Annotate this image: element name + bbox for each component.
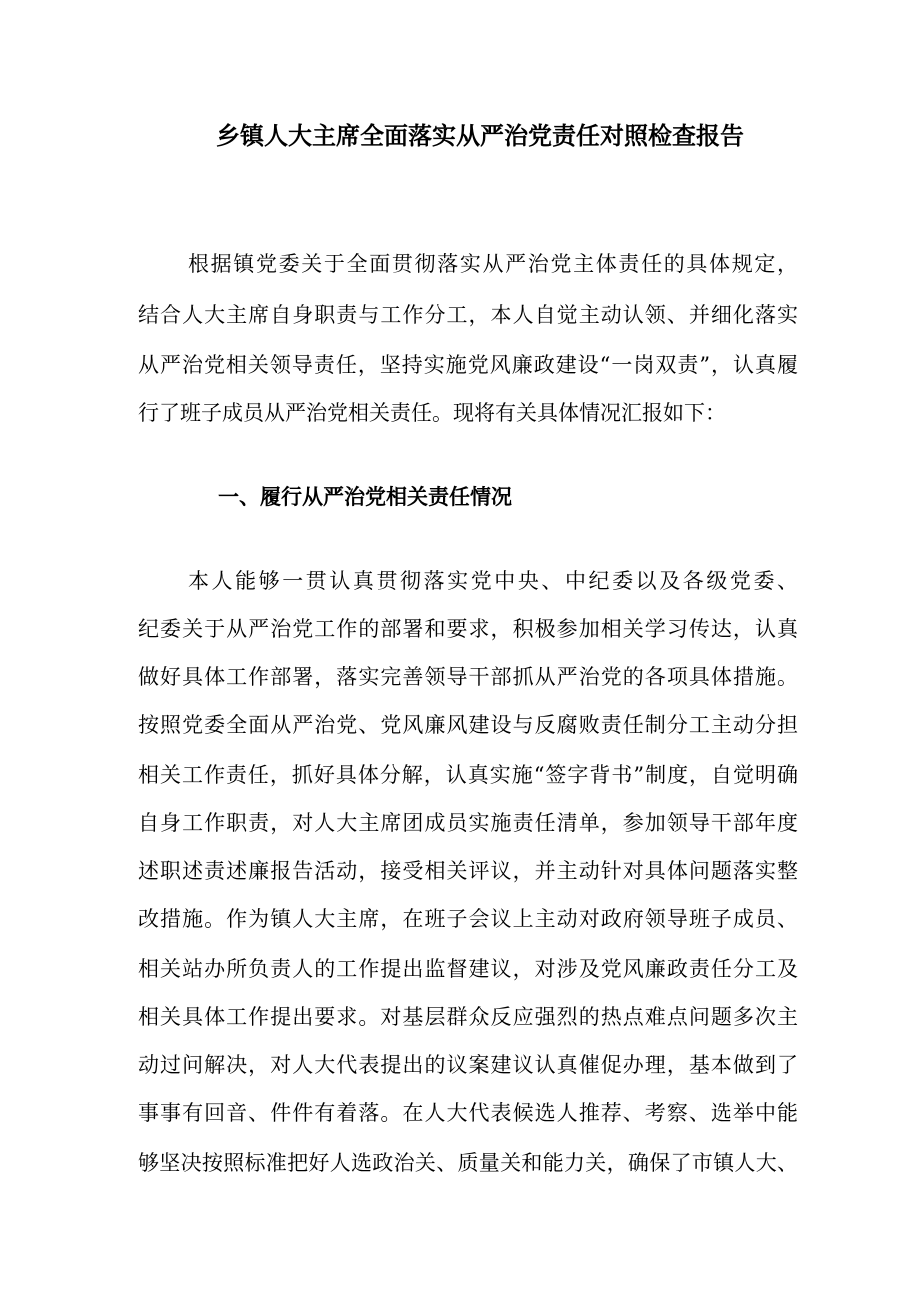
paragraph-line: 动过问解决，对人大代表提出的议案建议认真催促办理，基本做到了 [138, 1053, 798, 1077]
paragraph-line: 述职述责述廉报告活动，接受相关评议，并主动针对具体问题落实整 [138, 859, 798, 883]
section-heading: 一、履行从严治党相关责任情况 [218, 484, 512, 509]
intro-line: 根据镇党委关于全面贯彻落实从严治党主体责任的具体规定， [188, 252, 798, 276]
paragraph-line: 做好具体工作部署，落实完善领导干部抓从严治党的各项具体措施。 [138, 665, 798, 689]
paragraph-line: 够坚决按照标准把好人选政治关、质量关和能力关，确保了市镇人大、 [138, 1151, 798, 1175]
intro-line: 行了班子成员从严治党相关责任。现将有关具体情况汇报如下： [138, 401, 726, 425]
intro-line: 从严治党相关领导责任，坚持实施党风廉政建设“一岗双责”，认真履 [138, 353, 798, 377]
paragraph-line: 纪委关于从严治党工作的部署和要求，积极参加相关学习传达，认真 [138, 617, 798, 641]
intro-line: 结合人大主席自身职责与工作分工，本人自觉主动认领、并细化落实 [138, 303, 798, 327]
paragraph-line: 事事有回音、件件有着落。在人大代表候选人推荐、考察、选举中能 [138, 1101, 798, 1125]
paragraph-line: 相关站办所负责人的工作提出监督建议，对涉及党风廉政责任分工及 [138, 957, 798, 981]
paragraph-line: 相关工作责任，抓好具体分解，认真实施“签字背书”制度，自觉明确 [138, 763, 798, 787]
paragraph-line: 自身工作职责，对人大主席团成员实施责任清单，参加领导干部年度 [138, 811, 798, 835]
paragraph-line: 本人能够一贯认真贯彻落实党中央、中纪委以及各级党委、 [188, 569, 798, 593]
paragraph-line: 相关具体工作提出要求。对基层群众反应强烈的热点难点问题多次主 [138, 1005, 798, 1029]
document-title: 乡镇人大主席全面落实从严治党责任对照检查报告 [216, 121, 744, 150]
paragraph-line: 按照党委全面从严治党、党风廉风建设与反腐败责任制分工主动分担 [138, 713, 798, 737]
paragraph-line: 改措施。作为镇人大主席，在班子会议上主动对政府领导班子成员、 [138, 907, 798, 931]
